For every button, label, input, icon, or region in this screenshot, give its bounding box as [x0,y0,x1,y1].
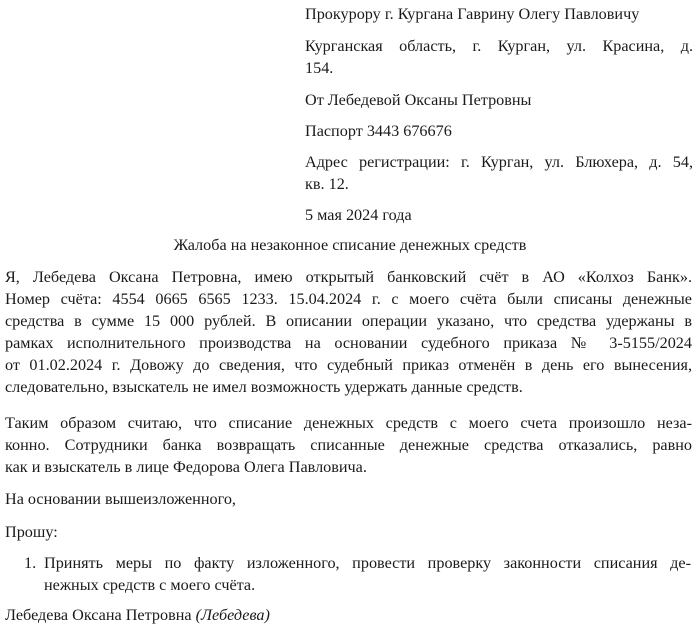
paragraph-line: средства в сумме 15 000 рублей. В описании операции указано, что средства удержаны в [5,312,692,330]
list-item-line: Принять меры по факту изложенного, провести проверку законности списания де- [44,554,691,572]
body-paragraph-2 [5,412,692,478]
paragraph-line: Таким образом считаю, что списание денежных средств с моего счета произошло неза- [5,414,692,432]
paragraph-line: Я, Лебедева Оксана Петровна, имею открытый банковский счёт в АО «Колхоз Банк». [5,268,692,286]
paragraph-line: следовательно, взыскатель не имел возможность удержать данные средств. [5,378,523,396]
document-date: 5 мая 2024 года [305,206,412,224]
document-title: Жалоба на незаконное списание денежных средств [173,236,527,254]
paragraph-line: Номер счёта: 4554 0665 6565 1233. 15.04.2024 г. с моего счёта были списаны денежные [5,290,692,308]
list-item-line: нежных средств с моего счёта. [44,576,256,594]
body-paragraph-3: На основании вышеизложенного, [5,490,236,508]
paragraph-line: от 01.02.2024 г. Довожу до сведения, что судебный приказ отменён в день его вынесения, [5,356,692,374]
registration-address [305,151,693,195]
list-item [5,552,692,596]
address-line-2: 154. [305,59,334,77]
sender-line: От Лебедевой Оксаны Петровны [305,91,532,109]
signature-name: Лебедева Оксана Петровна [5,606,192,624]
request-list [5,552,692,596]
registration-line-1: Адрес регистрации: г. Курган, ул. Блюхера, д. 54, [305,153,693,171]
list-item-number: 1. [24,554,37,572]
list-item-text [44,552,691,596]
registration-line-2: кв. 12. [305,175,349,193]
paragraph-line: как и взыскатель в лице Федорова Олега Павловича. [5,458,367,476]
recipient-address [305,35,693,79]
address-line-1: Курганская область, г. Курган, ул. Красина, д. [305,37,693,55]
signature-line [5,604,270,626]
recipient-line: Прокурору г. Кургана Гаврину Олегу Павловичу [305,5,640,23]
paragraph-line: рамках исполнительного производства на основании судебного приказа № 3-5155/2024 [5,334,692,352]
request-heading: Прошу: [5,523,58,541]
passport-line: Паспорт 3443 676676 [305,122,452,140]
signature-handwritten: (Лебедева) [195,606,270,624]
paragraph-line: конно. Сотрудники банка возвращать списанные денежные средства отказались, равно [5,436,692,454]
body-paragraph-1 [5,266,692,398]
